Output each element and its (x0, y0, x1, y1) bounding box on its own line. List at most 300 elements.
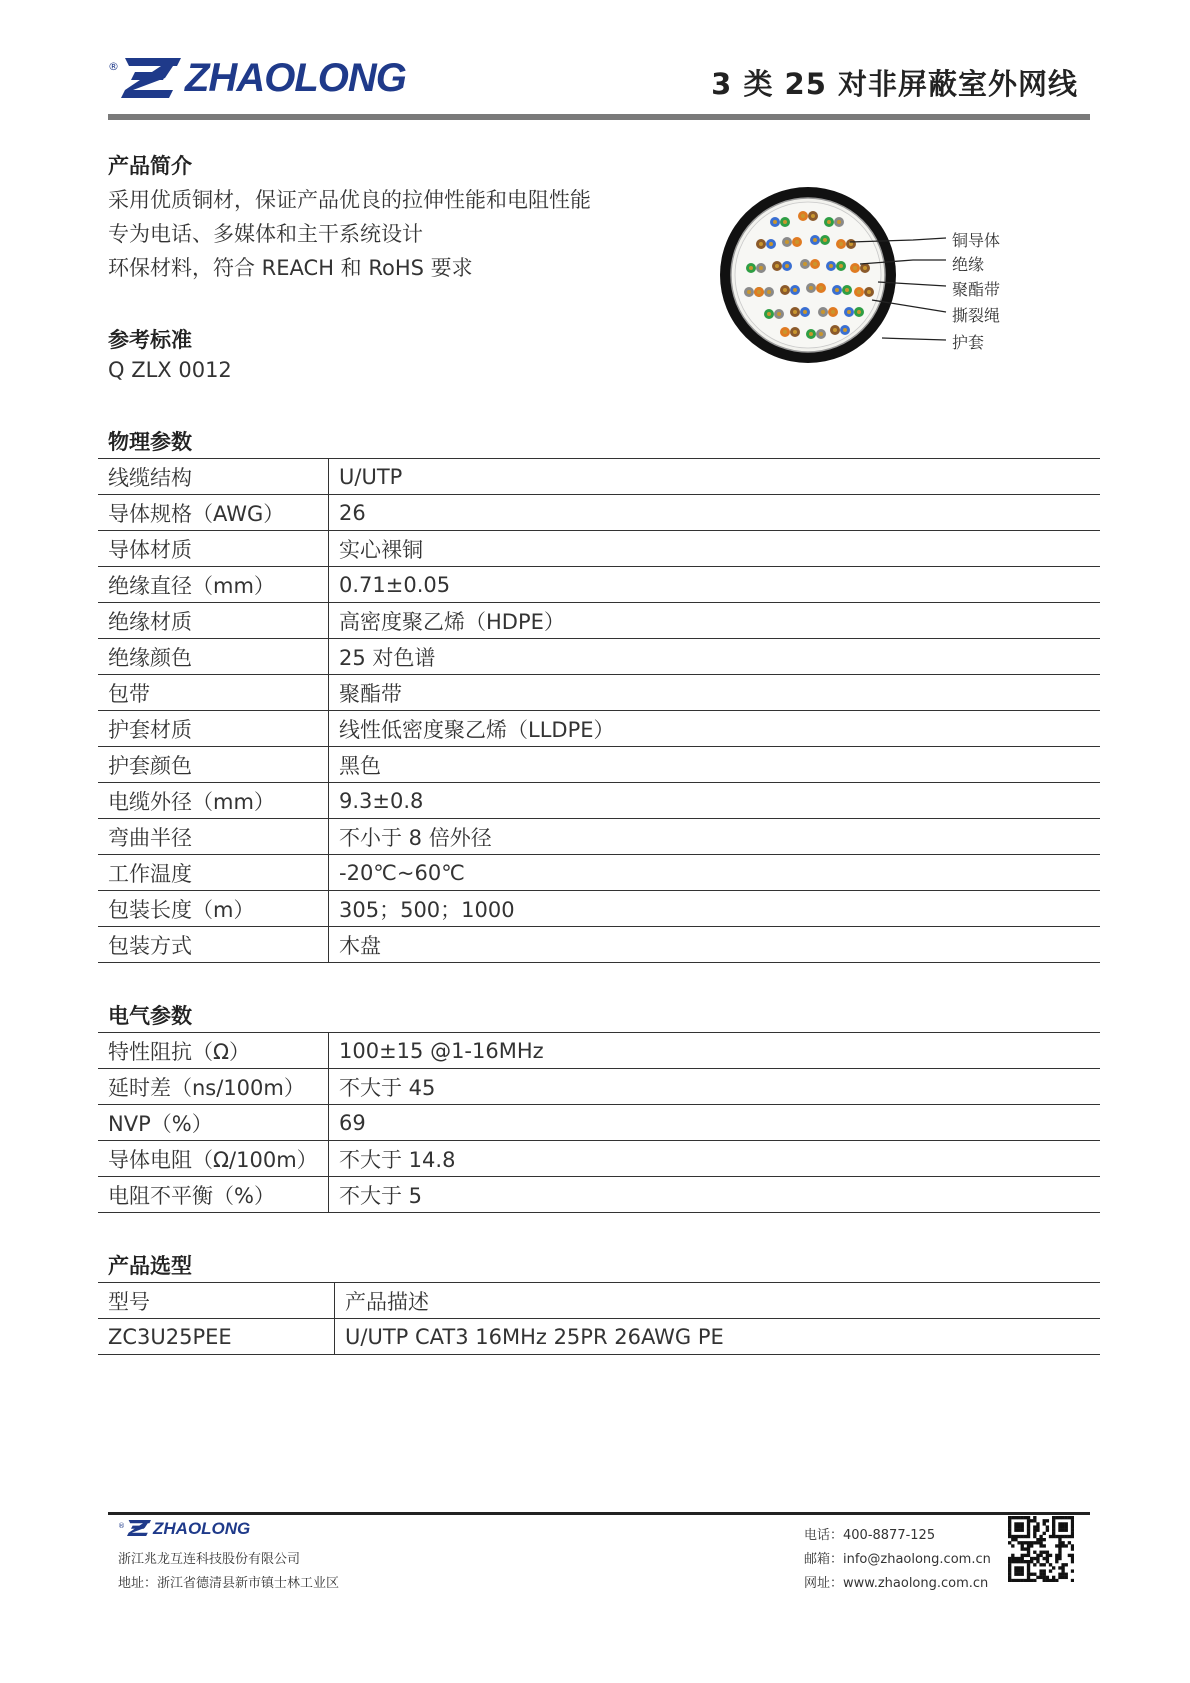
qr-module (1061, 1544, 1064, 1547)
registered-mark: ® (108, 60, 119, 73)
copper-core (857, 310, 861, 314)
table-row (98, 1141, 1100, 1177)
qr-module (1071, 1557, 1074, 1560)
copper-core (819, 286, 823, 290)
copper-core (823, 238, 827, 242)
qr-code-icon (1008, 1516, 1074, 1582)
qr-module (1027, 1551, 1030, 1554)
param-value: 不大于 5 (329, 1177, 1101, 1213)
param-value: 黑色 (329, 747, 1101, 783)
qr-module (1071, 1544, 1074, 1547)
copper-core (835, 288, 839, 292)
qr-module (1024, 1560, 1027, 1563)
qr-module (1046, 1557, 1049, 1560)
param-value: -20℃~60℃ (329, 855, 1101, 891)
param-value: 不大于 14.8 (329, 1141, 1101, 1177)
qr-module (1014, 1529, 1017, 1532)
qr-module (1058, 1522, 1061, 1525)
qr-module (1030, 1560, 1033, 1563)
copper-core (785, 240, 789, 244)
copper-core (819, 332, 823, 336)
qr-module (1033, 1525, 1036, 1528)
qr-module (1049, 1535, 1052, 1538)
qr-module (1021, 1544, 1024, 1547)
intro-line: 采用优质铜材，保证产品优良的拉伸性能和电阻性能 (108, 188, 591, 212)
qr-module (1030, 1519, 1033, 1522)
qr-module (1017, 1535, 1020, 1538)
table-header-row (98, 1283, 1100, 1319)
copper-core (749, 266, 753, 270)
contact-phone: 电话：400-8877-125 (804, 1528, 936, 1543)
param-name: 导体规格（AWG） (98, 495, 329, 531)
param-name: 工作温度 (98, 855, 329, 891)
qr-module (1036, 1560, 1039, 1563)
param-name: 护套颜色 (98, 747, 329, 783)
qr-module (1033, 1532, 1036, 1535)
qr-module (1046, 1576, 1049, 1579)
qr-module (1039, 1569, 1042, 1572)
qr-module (1011, 1535, 1014, 1538)
qr-module (1017, 1516, 1020, 1519)
qr-module (1027, 1573, 1030, 1576)
qr-module (1039, 1563, 1042, 1566)
qr-module (1030, 1541, 1033, 1544)
table-row (98, 567, 1100, 603)
param-value: 高密度聚乙烯（HDPE） (329, 603, 1101, 639)
qr-module (1071, 1516, 1074, 1519)
qr-module (1033, 1563, 1036, 1566)
qr-module (1055, 1535, 1058, 1538)
qr-module (1017, 1573, 1020, 1576)
qr-module (1052, 1516, 1055, 1519)
footer-divider (108, 1512, 1090, 1515)
qr-module (1021, 1525, 1024, 1528)
qr-module (1008, 1541, 1011, 1544)
electrical-params-table (98, 1032, 1100, 1213)
qr-module (1065, 1535, 1068, 1538)
qr-module (1061, 1522, 1064, 1525)
param-name: 包带 (98, 675, 329, 711)
qr-module (1027, 1519, 1030, 1522)
qr-module (1011, 1557, 1014, 1560)
qr-module (1017, 1541, 1020, 1544)
qr-module (1033, 1551, 1036, 1554)
copper-core (839, 242, 843, 246)
brand-logo (108, 58, 406, 98)
copper-core (809, 286, 813, 290)
qr-module (1014, 1525, 1017, 1528)
qr-module (1033, 1529, 1036, 1532)
param-value: 实心裸铜 (329, 531, 1101, 567)
qr-module (1065, 1563, 1068, 1566)
qr-module (1052, 1579, 1055, 1582)
param-value: 不大于 45 (329, 1069, 1101, 1105)
qr-module (1052, 1532, 1055, 1535)
qr-module (1052, 1566, 1055, 1569)
qr-module (1049, 1554, 1052, 1557)
qr-module (1036, 1576, 1039, 1579)
model-number: ZC3U25PEE (98, 1319, 335, 1355)
qr-module (1039, 1544, 1042, 1547)
intro-heading: 产品简介 (108, 154, 192, 178)
copper-core (831, 310, 835, 314)
qr-module (1008, 1569, 1011, 1572)
qr-module (1021, 1541, 1024, 1544)
qr-module (1024, 1535, 1027, 1538)
qr-module (1065, 1516, 1068, 1519)
qr-module (1052, 1535, 1055, 1538)
qr-module (1068, 1554, 1071, 1557)
qr-module (1046, 1519, 1049, 1522)
qr-module (1027, 1579, 1030, 1582)
qr-module (1014, 1538, 1017, 1541)
qr-module (1039, 1576, 1042, 1579)
qr-module (1027, 1566, 1030, 1569)
qr-module (1008, 1566, 1011, 1569)
qr-module (1021, 1573, 1024, 1576)
copper-core (783, 220, 787, 224)
physical-heading: 物理参数 (108, 430, 192, 454)
param-value: 100±15 @1-16MHz (329, 1033, 1101, 1069)
copper-core (785, 264, 789, 268)
qr-module (1014, 1573, 1017, 1576)
qr-module (1071, 1547, 1074, 1550)
qr-module (1052, 1522, 1055, 1525)
qr-module (1027, 1532, 1030, 1535)
table-row (98, 675, 1100, 711)
qr-module (1027, 1541, 1030, 1544)
contact-email: 邮箱：info@zhaolong.com.cn (804, 1552, 991, 1567)
logo-mark-icon (121, 58, 181, 98)
qr-module (1014, 1569, 1017, 1572)
qr-module (1036, 1541, 1039, 1544)
copper-core (833, 328, 837, 332)
product-selection-table (98, 1282, 1100, 1355)
qr-module (1030, 1557, 1033, 1560)
qr-module (1071, 1529, 1074, 1532)
copper-core (767, 290, 771, 294)
qr-module (1017, 1529, 1020, 1532)
param-name: 线缆结构 (98, 459, 329, 495)
qr-module (1065, 1576, 1068, 1579)
qr-module (1043, 1519, 1046, 1522)
qr-module (1017, 1522, 1020, 1525)
qr-module (1039, 1573, 1042, 1576)
qr-module (1008, 1579, 1011, 1582)
qr-module (1008, 1516, 1011, 1519)
qr-module (1024, 1547, 1027, 1550)
table-row (98, 1033, 1100, 1069)
footer-brand-name: ZHAOLONG (153, 1519, 251, 1538)
qr-module (1071, 1560, 1074, 1563)
qr-module (1021, 1554, 1024, 1557)
qr-module (1030, 1544, 1033, 1547)
qr-module (1027, 1554, 1030, 1557)
qr-module (1071, 1519, 1074, 1522)
table-row (98, 1069, 1100, 1105)
qr-module (1008, 1576, 1011, 1579)
qr-module (1065, 1525, 1068, 1528)
qr-module (1061, 1573, 1064, 1576)
qr-module (1030, 1579, 1033, 1582)
copper-core (843, 328, 847, 332)
param-name: 护套材质 (98, 711, 329, 747)
header-divider (108, 114, 1090, 120)
qr-module (1046, 1554, 1049, 1557)
copper-core (845, 288, 849, 292)
qr-module (1058, 1547, 1061, 1550)
qr-module (1061, 1569, 1064, 1572)
intro-line: 环保材料，符合 REACH 和 RoHS 要求 (108, 256, 473, 280)
qr-module (1027, 1535, 1030, 1538)
param-name: 电阻不平衡（%） (98, 1177, 329, 1213)
qr-module (1043, 1551, 1046, 1554)
copper-core (837, 220, 841, 224)
param-value: 25 对色谱 (329, 639, 1101, 675)
qr-module (1046, 1579, 1049, 1582)
table-row (98, 855, 1100, 891)
param-value: 9.3±0.8 (329, 783, 1101, 819)
qr-module (1021, 1566, 1024, 1569)
copper-core (795, 240, 799, 244)
qr-module (1039, 1541, 1042, 1544)
document-title: 3 类 25 对非屏蔽室外网线 (711, 67, 1078, 101)
table-row (98, 531, 1100, 567)
copper-core (839, 264, 843, 268)
column-header-description: 产品描述 (335, 1283, 1101, 1319)
param-name: 绝缘材质 (98, 603, 329, 639)
qr-module (1061, 1541, 1064, 1544)
qr-module (1008, 1557, 1011, 1560)
copper-core (769, 242, 773, 246)
copper-core (793, 330, 797, 334)
qr-module (1055, 1544, 1058, 1547)
param-value: 305；500；1000 (329, 891, 1101, 927)
param-value: 线性低密度聚乙烯（LLDPE） (329, 711, 1101, 747)
qr-module (1061, 1525, 1064, 1528)
qr-module (1021, 1579, 1024, 1582)
qr-module (1008, 1522, 1011, 1525)
qr-module (1046, 1560, 1049, 1563)
qr-module (1046, 1551, 1049, 1554)
qr-module (1021, 1547, 1024, 1550)
qr-module (1027, 1547, 1030, 1550)
qr-module (1043, 1569, 1046, 1572)
qr-module (1058, 1529, 1061, 1532)
copper-core (777, 312, 781, 316)
qr-module (1036, 1557, 1039, 1560)
qr-module (1021, 1560, 1024, 1563)
intro-line: 专为电话、多媒体和主干系统设计 (108, 222, 423, 246)
qr-module (1043, 1557, 1046, 1560)
qr-module (1011, 1544, 1014, 1547)
qr-module (1052, 1529, 1055, 1532)
brand-name: ZHAOLONG (185, 56, 406, 100)
qr-module (1008, 1525, 1011, 1528)
table-row (98, 891, 1100, 927)
qr-module (1043, 1538, 1046, 1541)
qr-module (1049, 1569, 1052, 1572)
qr-module (1033, 1579, 1036, 1582)
qr-module (1027, 1516, 1030, 1519)
copper-core (793, 310, 797, 314)
param-name: 电缆外径（mm） (98, 783, 329, 819)
qr-module (1058, 1535, 1061, 1538)
copper-core (863, 266, 867, 270)
qr-module (1043, 1573, 1046, 1576)
qr-module (1021, 1516, 1024, 1519)
qr-module (1043, 1563, 1046, 1566)
qr-module (1061, 1563, 1064, 1566)
qr-module (1021, 1535, 1024, 1538)
qr-module (1024, 1516, 1027, 1519)
company-name: 浙江兆龙互连科技股份有限公司 (118, 1552, 301, 1567)
qr-module (1052, 1519, 1055, 1522)
param-value: 26 (329, 495, 1101, 531)
param-value: 69 (329, 1105, 1101, 1141)
copper-core (867, 290, 871, 294)
qr-module (1021, 1557, 1024, 1560)
param-name: 包装方式 (98, 927, 329, 963)
qr-module (1033, 1573, 1036, 1576)
copper-core (757, 290, 761, 294)
qr-module (1061, 1566, 1064, 1569)
table-row (98, 927, 1100, 963)
qr-module (1011, 1554, 1014, 1557)
qr-module (1061, 1516, 1064, 1519)
qr-module (1011, 1560, 1014, 1563)
copper-core (813, 238, 817, 242)
param-name: 绝缘直径（mm） (98, 567, 329, 603)
qr-module (1043, 1544, 1046, 1547)
qr-module (1039, 1551, 1042, 1554)
table-row (98, 819, 1100, 855)
qr-module (1008, 1535, 1011, 1538)
qr-module (1014, 1566, 1017, 1569)
qr-module (1011, 1538, 1014, 1541)
copper-core (801, 214, 805, 218)
logo-mark-icon (127, 1520, 151, 1536)
qr-module (1061, 1535, 1064, 1538)
qr-module (1039, 1554, 1042, 1557)
qr-module (1008, 1560, 1011, 1563)
qr-module (1058, 1554, 1061, 1557)
qr-module (1033, 1516, 1036, 1519)
qr-module (1021, 1522, 1024, 1525)
copper-core (827, 220, 831, 224)
qr-module (1058, 1538, 1061, 1541)
qr-module (1058, 1576, 1061, 1579)
page-header (108, 52, 1088, 122)
qr-module (1043, 1576, 1046, 1579)
qr-module (1027, 1569, 1030, 1572)
qr-module (1027, 1544, 1030, 1547)
table-row (98, 711, 1100, 747)
qr-module (1071, 1579, 1074, 1582)
param-name: 导体材质 (98, 531, 329, 567)
qr-module (1065, 1544, 1068, 1547)
qr-module (1055, 1554, 1058, 1557)
qr-module (1017, 1569, 1020, 1572)
qr-module (1014, 1522, 1017, 1525)
column-header-model: 型号 (98, 1283, 335, 1319)
copper-core (759, 266, 763, 270)
qr-module (1058, 1566, 1061, 1569)
standard-value: Q ZLX 0012 (108, 358, 232, 382)
qr-module (1043, 1532, 1046, 1535)
qr-module (1024, 1579, 1027, 1582)
copper-core (783, 288, 787, 292)
copper-core (853, 266, 857, 270)
param-name: 包装长度（m） (98, 891, 329, 927)
qr-module (1024, 1554, 1027, 1557)
copper-core (803, 262, 807, 266)
qr-module (1021, 1569, 1024, 1572)
qr-module (1058, 1544, 1061, 1547)
table-row (98, 783, 1100, 819)
qr-module (1058, 1573, 1061, 1576)
qr-module (1071, 1532, 1074, 1535)
qr-module (1049, 1563, 1052, 1566)
copper-core (829, 264, 833, 268)
label-jacket: 护套 (952, 333, 985, 352)
qr-module (1033, 1519, 1036, 1522)
qr-module (1046, 1529, 1049, 1532)
param-value: U/UTP (329, 459, 1101, 495)
qr-module (1043, 1579, 1046, 1582)
qr-module (1052, 1525, 1055, 1528)
qr-module (1021, 1529, 1024, 1532)
copper-core (813, 262, 817, 266)
registered-mark: ® (118, 1522, 125, 1530)
copper-core (811, 214, 815, 218)
param-name: 绝缘颜色 (98, 639, 329, 675)
table-row (98, 459, 1100, 495)
qr-module (1014, 1560, 1017, 1563)
qr-module (1036, 1554, 1039, 1557)
qr-module (1071, 1569, 1074, 1572)
qr-module (1058, 1525, 1061, 1528)
table-row (98, 1105, 1100, 1141)
param-name: 导体电阻（Ω/100m） (98, 1141, 329, 1177)
param-name: NVP（%） (98, 1105, 329, 1141)
qr-module (1008, 1532, 1011, 1535)
copper-core (857, 290, 861, 294)
param-value: 不小于 8 倍外径 (329, 819, 1101, 855)
qr-module (1068, 1535, 1071, 1538)
qr-module (1068, 1516, 1071, 1519)
qr-module (1014, 1535, 1017, 1538)
qr-module (1058, 1541, 1061, 1544)
qr-module (1024, 1541, 1027, 1544)
qr-module (1068, 1541, 1071, 1544)
qr-module (1011, 1579, 1014, 1582)
qr-module (1061, 1576, 1064, 1579)
qr-module (1071, 1525, 1074, 1528)
qr-module (1008, 1563, 1011, 1566)
qr-module (1033, 1535, 1036, 1538)
qr-module (1008, 1529, 1011, 1532)
qr-module (1055, 1557, 1058, 1560)
label-polyester-tape: 聚酯带 (952, 280, 1001, 299)
qr-module (1036, 1522, 1039, 1525)
qr-module (1036, 1529, 1039, 1532)
qr-module (1043, 1522, 1046, 1525)
qr-module (1027, 1563, 1030, 1566)
param-name: 延时差（ns/100m） (98, 1069, 329, 1105)
qr-module (1052, 1576, 1055, 1579)
qr-module (1071, 1535, 1074, 1538)
